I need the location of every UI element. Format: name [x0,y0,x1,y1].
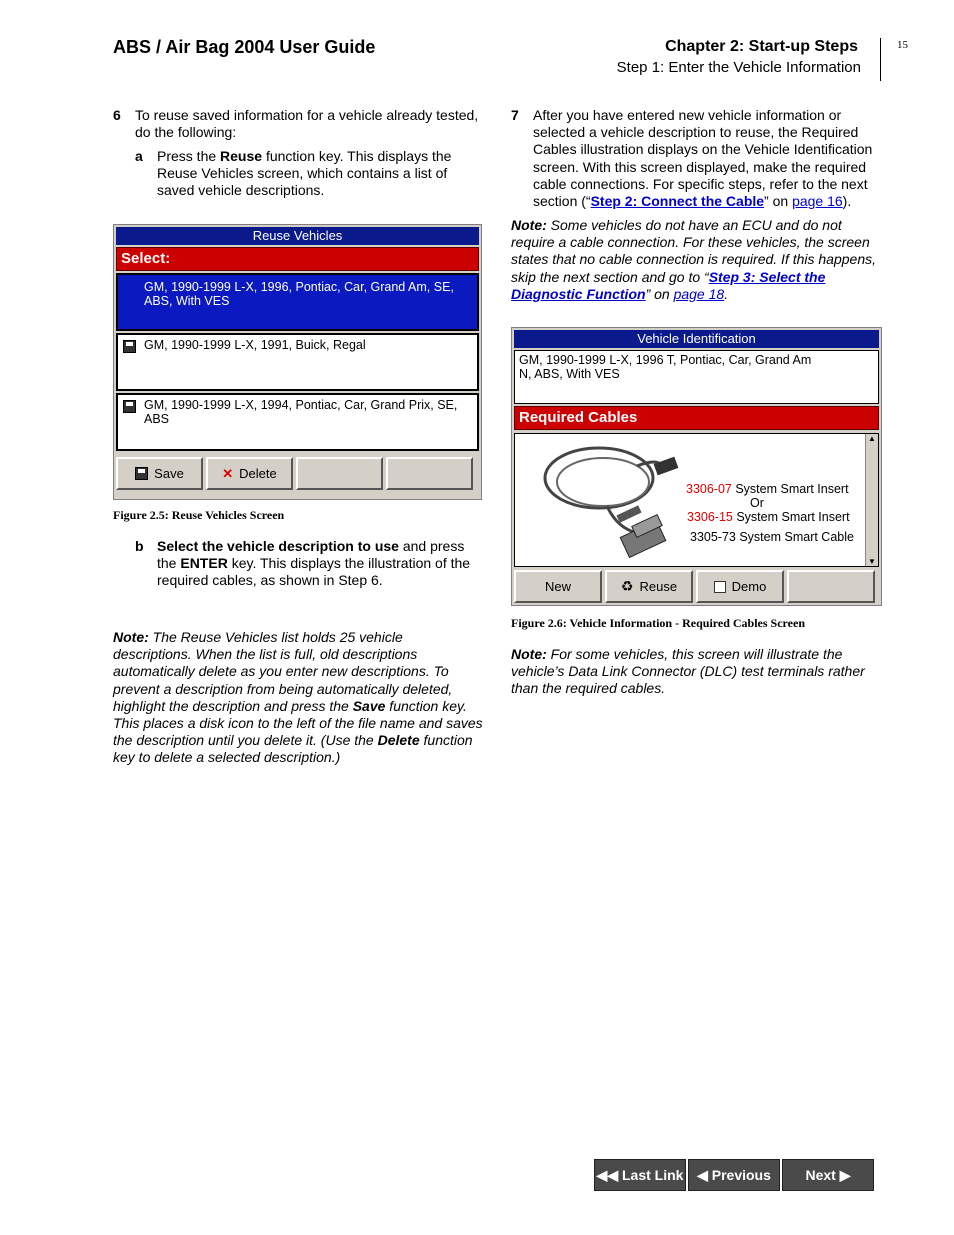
reuse-vehicles-screen [113,224,482,500]
vehicle-description [514,350,879,404]
step-6a-text: Press the Reuse function key. This displays the Reuse Vehicles screen, which contains a list of saved vehicle descriptions. [157,148,452,199]
step-6a-label: a [135,148,143,164]
function-keys [116,457,479,490]
vehicle-row[interactable] [116,273,479,331]
arrow-left-icon: ◀ [697,1166,712,1183]
disk-icon [123,400,136,413]
connect-cable-link[interactable]: Step 2: Connect the Cable [590,193,765,210]
last-link-button[interactable]: ◀◀ Last Link [594,1159,686,1191]
previous-button[interactable]: ◀ Previous [688,1159,780,1191]
disk-icon [135,467,148,480]
vehicle-row[interactable] [116,333,479,391]
next-button[interactable]: Next ▶ [782,1159,874,1191]
delete-button[interactable]: ✕ Delete [206,457,293,490]
recycle-icon: ♻ [620,578,634,594]
ecu-note: Note: Some vehicles do not have an ECU and do not require a cable connection. For these vehicles, the screen states that no cable connection is required. If this happens, skip the next section and go to “Step 3: Select the Diagnostic Function” on page 18. [511,217,877,302]
arrow-right-icon: ▶ [835,1166,851,1183]
navigation-bar [594,1159,874,1191]
step-7-text: After you have entered new vehicle information or selected a vehicle description to reuse, the Required Cables illustration displays on the Vehicle Identification screen. With this screen displayed, make the required cable connections. For specific steps, refer to the next section (“Step 2: Connect the Cable” on page 16). [533,107,873,210]
screen-title: Reuse Vehicles [116,227,479,245]
figure-2-6-caption: Figure 2.6: Vehicle Information - Required Cables Screen [511,616,805,630]
close-icon: ✕ [222,465,234,481]
empty-function-key[interactable] [787,570,875,603]
scroll-up-icon[interactable]: ▲ [868,434,876,443]
step-6b-label: b [135,538,144,554]
empty-function-key[interactable] [296,457,383,490]
chapter-title: Chapter 2: Start-up Steps [665,38,858,55]
guide-title: ABS / Air Bag 2004 User Guide [113,37,376,57]
cable-or: Or [750,496,764,510]
vehicle-line1: GM, 1990-1999 L-X, 1996 T, Pontiac, Car, Grand Am [519,353,812,367]
disk-icon [123,340,136,353]
new-button[interactable]: New [514,570,602,603]
figure-2-5-caption: Figure 2.5: Reuse Vehicles Screen [113,508,285,522]
select-header: Select: [116,247,479,271]
step-subtitle: Step 1: Enter the Vehicle Information [616,59,861,76]
save-button[interactable]: Save [116,457,203,490]
vehicle-row-line1: GM, 1990-1999 L-X, 1994, Pontiac, Car, Grand Prix, SE, [144,398,458,412]
demo-button[interactable]: Demo [696,570,784,603]
cable-illustration [537,438,687,563]
empty-function-key[interactable] [386,457,473,490]
vehicle-line2: N, ABS, With VES [519,367,620,381]
step-6-number: 6 [113,107,121,123]
step-6-text: To reuse saved information for a vehicle already tested, do the following: [135,107,479,141]
checkbox-icon[interactable] [714,581,726,593]
function-keys [514,570,879,603]
reuse-button[interactable]: ♻ Reuse [605,570,693,603]
vehicle-row[interactable] [116,393,479,451]
vehicle-row-line1: GM, 1990-1999 L-X, 1996, Pontiac, Car, Grand Am, SE, [144,280,454,294]
page-number: 15 [897,39,908,51]
screen-title: Vehicle Identification [514,330,879,348]
page-16-link[interactable]: page 16 [792,193,843,210]
required-cables-header: Required Cables [514,406,879,430]
vehicle-row-line2: ABS [144,412,170,426]
vehicle-row-line2: ABS, With VES [144,294,230,308]
header-divider [880,38,881,81]
scroll-down-icon[interactable]: ▼ [868,557,876,566]
page-18-link[interactable]: page 18 [673,285,725,302]
dlc-note: Note: For some vehicles, this screen will illustrate the vehicle’s Data Link Connector (DLC) test terminals rather than the required cables. [511,646,865,697]
step-6b-text: Select the vehicle description to use and press the ENTER key. This displays the illustration of the required cables, as shown in Step 6. [157,538,471,589]
vehicle-identification-screen [511,327,882,606]
select-diagnostic-function-link[interactable]: Step 3: Select the Diagnostic Function [511,268,826,302]
reuse-list-note: Note: The Reuse Vehicles list holds 25 vehicle descriptions. When the list is full, old descriptions automatically delete as you enter new descriptions. To prevent a description from being automatically deleted, highlight the description and press the Save function key. This places a disk icon to the left of the file name and saves the description until you delete it. (Use the Delete function key to delete a selected description.) [113,629,483,766]
cable-line-2: 3306-15 System Smart Insert [687,510,850,524]
cable-line-1: 3306-07 System Smart Insert [686,482,849,496]
cable-illustration-panel [514,433,879,567]
scrollbar[interactable] [865,434,878,566]
cable-line-3: 3305-73 System Smart Cable [690,530,854,544]
vehicle-row-line1: GM, 1990-1999 L-X, 1991, Buick, Regal [144,338,366,352]
double-arrow-left-icon: ◀◀ [596,1166,622,1183]
step-7-number: 7 [511,107,519,123]
